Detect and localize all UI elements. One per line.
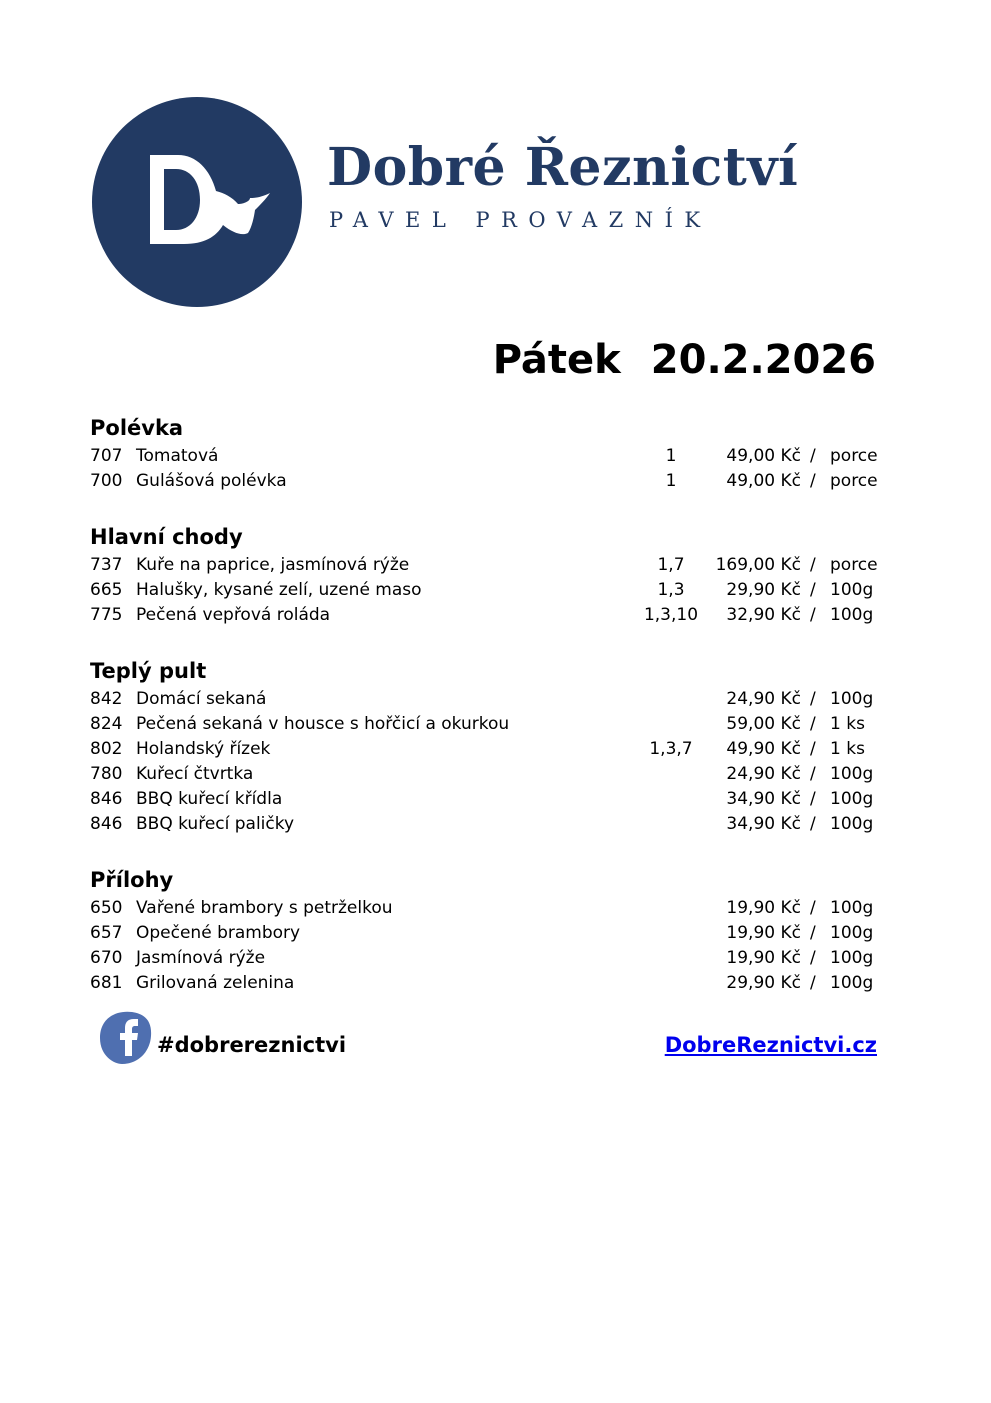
item-name: Jasmínová rýže (136, 948, 266, 968)
item-unit: 100g (830, 973, 874, 993)
price-separator: / (810, 739, 816, 759)
price-separator: / (810, 948, 816, 968)
bull-d-logo-icon (92, 97, 302, 307)
menu-item (0, 787, 991, 812)
logo-emblem (92, 97, 302, 307)
item-name: Pečená sekaná v housce s hořčicí a okurkou (136, 714, 510, 734)
item-code: 737 (90, 555, 123, 575)
item-unit: 100g (830, 789, 874, 809)
item-code: 780 (90, 764, 123, 784)
item-price: 49,90 Kč (726, 739, 801, 759)
item-price: 59,00 Kč (726, 714, 801, 734)
menu-item (0, 444, 991, 469)
item-code: 650 (90, 898, 123, 918)
item-name: Tomatová (136, 446, 219, 466)
item-allergens: 1,3 (657, 580, 685, 600)
item-name: Pečená vepřová roláda (136, 605, 331, 625)
item-unit: porce (830, 471, 878, 491)
item-name: Opečené brambory (136, 923, 301, 943)
item-unit: 1 ks (830, 714, 865, 734)
section-title: Polévka (90, 416, 184, 440)
item-code: 842 (90, 689, 123, 709)
menu-item (0, 737, 991, 762)
price-separator: / (810, 580, 816, 600)
item-name: Domácí sekaná (136, 689, 267, 709)
menu-item (0, 762, 991, 787)
item-code: 846 (90, 814, 123, 834)
item-code: 700 (90, 471, 123, 491)
price-separator: / (810, 555, 816, 575)
menu-item (0, 603, 991, 628)
item-code: 846 (90, 789, 123, 809)
item-name: Halušky, kysané zelí, uzené maso (136, 580, 422, 600)
price-separator: / (810, 714, 816, 734)
item-price: 19,90 Kč (726, 898, 801, 918)
menu-item (0, 553, 991, 578)
facebook-icon[interactable] (94, 1008, 152, 1066)
item-price: 49,00 Kč (726, 471, 801, 491)
hashtag: #dobrereznictvi (157, 1033, 347, 1057)
item-allergens: 1,7 (657, 555, 685, 575)
price-separator: / (810, 789, 816, 809)
item-price: 24,90 Kč (726, 689, 801, 709)
item-price: 29,90 Kč (726, 580, 801, 600)
item-price: 19,90 Kč (726, 948, 801, 968)
price-separator: / (810, 605, 816, 625)
item-price: 24,90 Kč (726, 764, 801, 784)
item-name: Kuřecí čtvrtka (136, 764, 254, 784)
price-separator: / (810, 446, 816, 466)
item-unit: 100g (830, 948, 874, 968)
item-price: 29,90 Kč (726, 973, 801, 993)
item-unit: 100g (830, 605, 874, 625)
item-unit: 1 ks (830, 739, 865, 759)
brand-name: Dobré Řeznictví (327, 137, 799, 198)
menu-item (0, 712, 991, 737)
menu-item (0, 946, 991, 971)
menu-date-heading (493, 335, 876, 385)
price-separator: / (810, 923, 816, 943)
item-unit: 100g (830, 764, 874, 784)
item-code: 802 (90, 739, 123, 759)
price-separator: / (810, 689, 816, 709)
item-unit: porce (830, 555, 878, 575)
menu-item (0, 687, 991, 712)
item-name: Vařené brambory s petrželkou (136, 898, 393, 918)
item-price: 169,00 Kč (715, 555, 801, 575)
brand-subtitle: PAVEL PROVAZNÍK (329, 208, 712, 232)
item-name: Grilovaná zelenina (136, 973, 295, 993)
item-name: Holandský řízek (136, 739, 271, 759)
item-unit: 100g (830, 814, 874, 834)
item-unit: 100g (830, 898, 874, 918)
item-price: 32,90 Kč (726, 605, 801, 625)
section-title: Hlavní chody (90, 525, 243, 549)
item-code: 670 (90, 948, 123, 968)
item-allergens: 1,3,7 (649, 739, 693, 759)
item-name: BBQ kuřecí paličky (136, 814, 295, 834)
section-title: Přílohy (90, 868, 174, 892)
item-code: 665 (90, 580, 123, 600)
item-unit: 100g (830, 689, 874, 709)
item-unit: porce (830, 446, 878, 466)
item-name: BBQ kuřecí křídla (136, 789, 283, 809)
item-code: 681 (90, 973, 123, 993)
item-code: 775 (90, 605, 123, 625)
section-title: Teplý pult (90, 659, 207, 683)
item-price: 34,90 Kč (726, 789, 801, 809)
price-separator: / (810, 898, 816, 918)
price-separator: / (810, 814, 816, 834)
item-name: Kuře na paprice, jasmínová rýže (136, 555, 410, 575)
item-allergens: 1 (665, 471, 677, 491)
menu-item (0, 896, 991, 921)
menu-item (0, 971, 991, 996)
menu-item (0, 469, 991, 494)
item-unit: 100g (830, 923, 874, 943)
item-price: 19,90 Kč (726, 923, 801, 943)
item-allergens: 1,3,10 (643, 605, 699, 625)
website-link[interactable]: DobreReznictvi.cz (664, 1033, 877, 1057)
item-allergens: 1 (665, 446, 677, 466)
item-price: 49,00 Kč (726, 446, 801, 466)
item-code: 824 (90, 714, 123, 734)
menu-date: 20.2.2026 (650, 337, 876, 383)
menu-item (0, 921, 991, 946)
day-name: Pátek (492, 337, 621, 383)
item-code: 707 (90, 446, 123, 466)
price-separator: / (810, 973, 816, 993)
item-name: Gulášová polévka (136, 471, 287, 491)
item-price: 34,90 Kč (726, 814, 801, 834)
item-code: 657 (90, 923, 123, 943)
price-separator: / (810, 471, 816, 491)
menu-item (0, 578, 991, 603)
price-separator: / (810, 764, 816, 784)
menu-item (0, 812, 991, 837)
item-unit: 100g (830, 580, 874, 600)
